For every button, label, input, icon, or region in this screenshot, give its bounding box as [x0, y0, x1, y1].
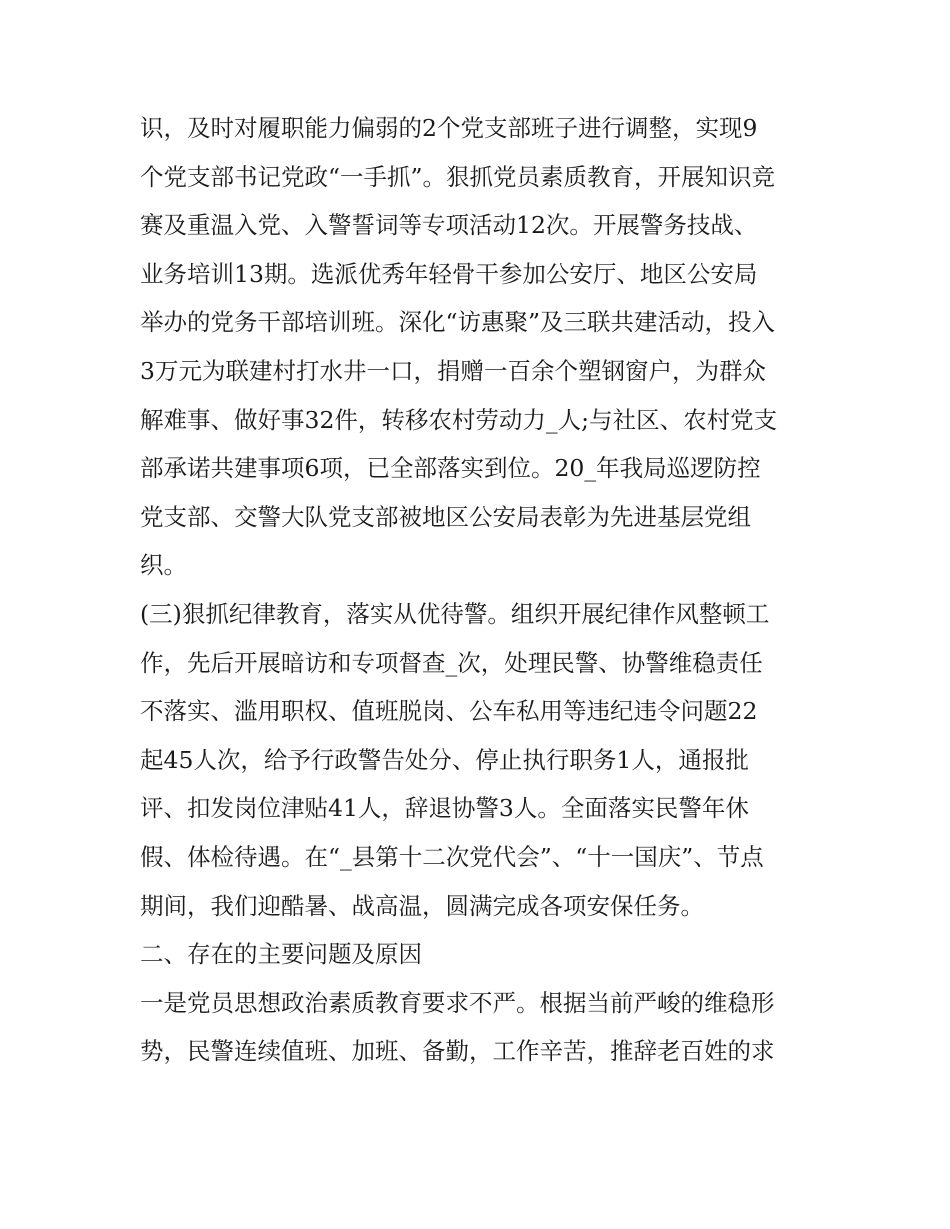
- text-line: 识，及时对履职能力偏弱的2个党支部班子进行调整，实现9: [140, 114, 758, 142]
- text-line: 织。: [140, 551, 187, 580]
- text-line: 一是党员思想政治素质教育要求不严。根据当前严峻的维稳形: [140, 988, 775, 1017]
- text-line: 不落实、滥用职权、值班脱岗、公车私用等违纪违令问题22: [140, 697, 758, 726]
- text-line: 举办的党务干部培训班。深化“访惠聚”及三联共建活动，投入: [140, 308, 776, 337]
- section-heading: 二、存在的主要问题及原因: [140, 940, 422, 969]
- text-line: 解难事、做好事32件，转移农村劳动力_人;与社区、农村党支: [140, 405, 778, 434]
- text-line: 个党支部书记党政“一手抓”。狠抓党员素质教育，开展知识竞: [140, 162, 776, 191]
- text-line: 3万元为联建村打水井一口，捐赠一百余个塑钢窗户，为群众: [140, 356, 766, 385]
- text-line: 假、体检待遇。在“_县第十二次党代会”、“十一国庆”、节点: [140, 842, 764, 871]
- text-line: (三)狠抓纪律教育，落实从优待警。组织开展纪律作风整顿工: [140, 599, 770, 628]
- text-line: 党支部、交警大队党支部被地区公安局表彰为先进基层党组: [140, 502, 751, 531]
- text-line: 业务培训13期。选派优秀年轻骨干参加公安厅、地区公安局: [140, 259, 758, 288]
- text-line: 势，民警连续值班、加班、备勤，工作辛苦，推辞老百姓的求: [140, 1037, 775, 1066]
- text-line: 作，先后开展暗访和专项督查_次，处理民警、协警维稳责任: [140, 648, 763, 677]
- text-line: 赛及重温入党、入警誓词等专项活动12次。开展警务技战、: [140, 211, 758, 240]
- body-text: [140, 104, 820, 1076]
- text-line: 部承诺共建事项6项，已全部落实到位。20_年我局巡逻防控: [140, 454, 761, 483]
- text-line: 评、扣发岗位津贴41人，辞退协警3人。全面落实民警年休: [140, 794, 749, 823]
- text-line: 起45人次，给予行政警告处分、停止执行职务1人，通报批: [140, 745, 749, 774]
- text-line: 期间，我们迎酷暑、战高温，圆满完成各项安保任务。: [140, 891, 704, 920]
